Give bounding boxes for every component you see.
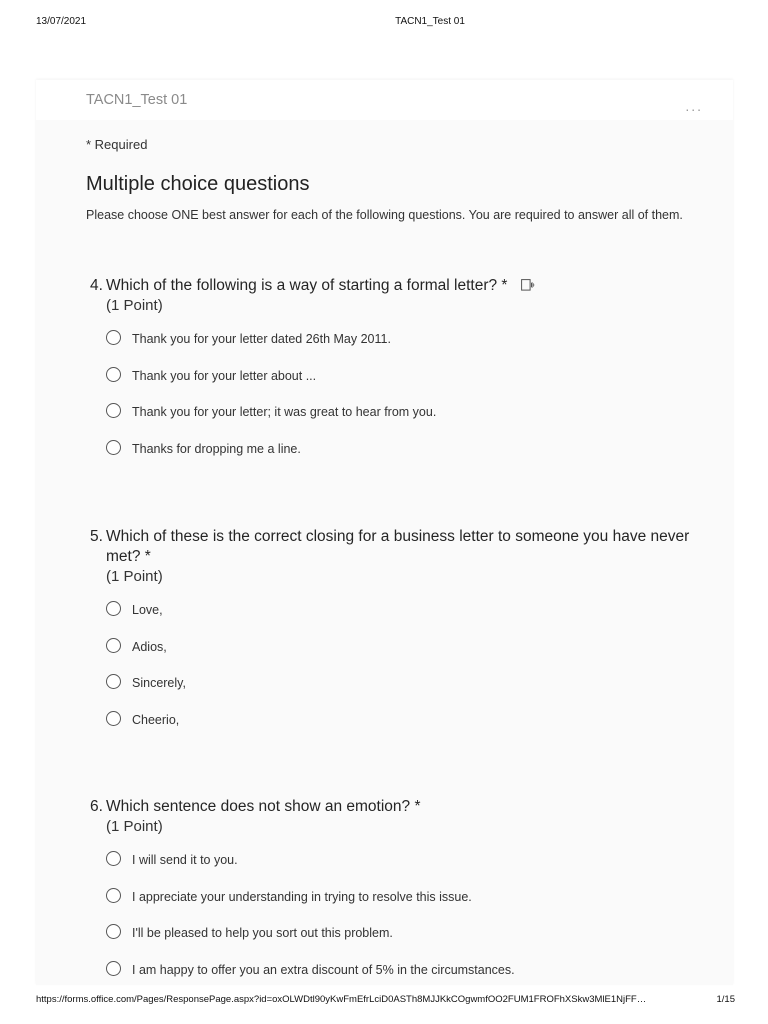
question-points: (1 Point) (106, 818, 163, 835)
print-title: TACN1_Test 01 (395, 16, 465, 27)
option-label: I appreciate your understanding in trying to resolve this issue. (132, 889, 472, 904)
answer-option[interactable] (90, 888, 690, 925)
immersive-reader-icon[interactable] (521, 277, 535, 289)
answer-option[interactable] (90, 674, 690, 711)
radio-button[interactable] (106, 851, 121, 866)
form-title: TACN1_Test 01 (86, 92, 188, 108)
option-label: Thank you for your letter; it was great to hear from you. (132, 405, 437, 419)
radio-button[interactable] (106, 711, 121, 726)
question-text: Which of these is the correct closing for a business letter to someone you have never met? * (106, 528, 690, 565)
options-list (90, 330, 690, 476)
question-number: 6. (90, 798, 103, 815)
more-options-button[interactable] (685, 98, 703, 114)
print-url: https://forms.office.com/Pages/ResponsePage.aspx?id=oxOLWDtl90yKwFmEfrLciD0ASTh8MJJKkCOgwmfOO2FUM1FROFhXSkw3MlE1NjFF… (36, 994, 647, 1005)
question-6 (90, 797, 690, 985)
ellipsis-icon: ... (685, 98, 703, 114)
question-points: (1 Point) (106, 568, 163, 585)
radio-button[interactable] (106, 403, 121, 418)
radio-button[interactable] (106, 601, 121, 616)
option-label: Thank you for your letter dated 26th May 2011. (132, 332, 391, 346)
answer-option[interactable] (90, 851, 690, 888)
question-5 (90, 527, 690, 747)
radio-button[interactable] (106, 674, 121, 689)
option-label: Cheerio, (132, 712, 180, 727)
question-title (90, 527, 690, 587)
answer-option[interactable] (90, 403, 690, 440)
answer-option[interactable] (90, 961, 690, 986)
section-title: Multiple choice questions (86, 173, 310, 195)
question-title (90, 797, 690, 837)
print-footer (0, 994, 768, 1008)
answer-option[interactable] (90, 367, 690, 404)
option-label: Thank you for your letter about ... (132, 368, 317, 383)
option-label: Adios, (132, 639, 167, 654)
question-points: (1 Point) (106, 297, 163, 314)
question-4 (90, 276, 690, 476)
answer-option[interactable] (90, 330, 690, 367)
radio-button[interactable] (106, 440, 121, 455)
option-label: I'll be pleased to help you sort out this problem. (132, 926, 393, 940)
question-number: 4. (90, 277, 103, 294)
radio-button[interactable] (106, 888, 121, 903)
radio-button[interactable] (106, 638, 121, 653)
answer-option[interactable] (90, 711, 690, 748)
options-list (90, 851, 690, 985)
radio-button[interactable] (106, 924, 121, 939)
options-list (90, 601, 690, 747)
print-header (0, 16, 768, 30)
answer-option[interactable] (90, 924, 690, 961)
answer-option[interactable] (90, 638, 690, 675)
print-date: 13/07/2021 (36, 16, 87, 27)
question-title (90, 276, 690, 316)
radio-button[interactable] (106, 367, 121, 382)
answer-option[interactable] (90, 440, 690, 477)
question-text: Which sentence does not show an emotion? * (106, 798, 421, 815)
section-description: Please choose ONE best answer for each of the following questions. You are required to answer all of them. (86, 208, 683, 222)
required-note: * Required (86, 137, 148, 152)
option-label: I am happy to offer you an extra discount of 5% in the circumstances. (132, 962, 515, 977)
form-card (36, 80, 733, 985)
radio-button[interactable] (106, 961, 121, 976)
option-label: Love, (132, 603, 163, 617)
option-label: I will send it to you. (132, 853, 238, 867)
radio-button[interactable] (106, 330, 121, 345)
option-label: Sincerely, (132, 676, 186, 690)
question-number: 5. (90, 528, 103, 545)
question-text: Which of the following is a way of starting a formal letter? * (106, 277, 508, 294)
answer-option[interactable] (90, 601, 690, 638)
page-number: 1/15 (716, 994, 735, 1005)
option-label: Thanks for dropping me a line. (132, 441, 301, 456)
